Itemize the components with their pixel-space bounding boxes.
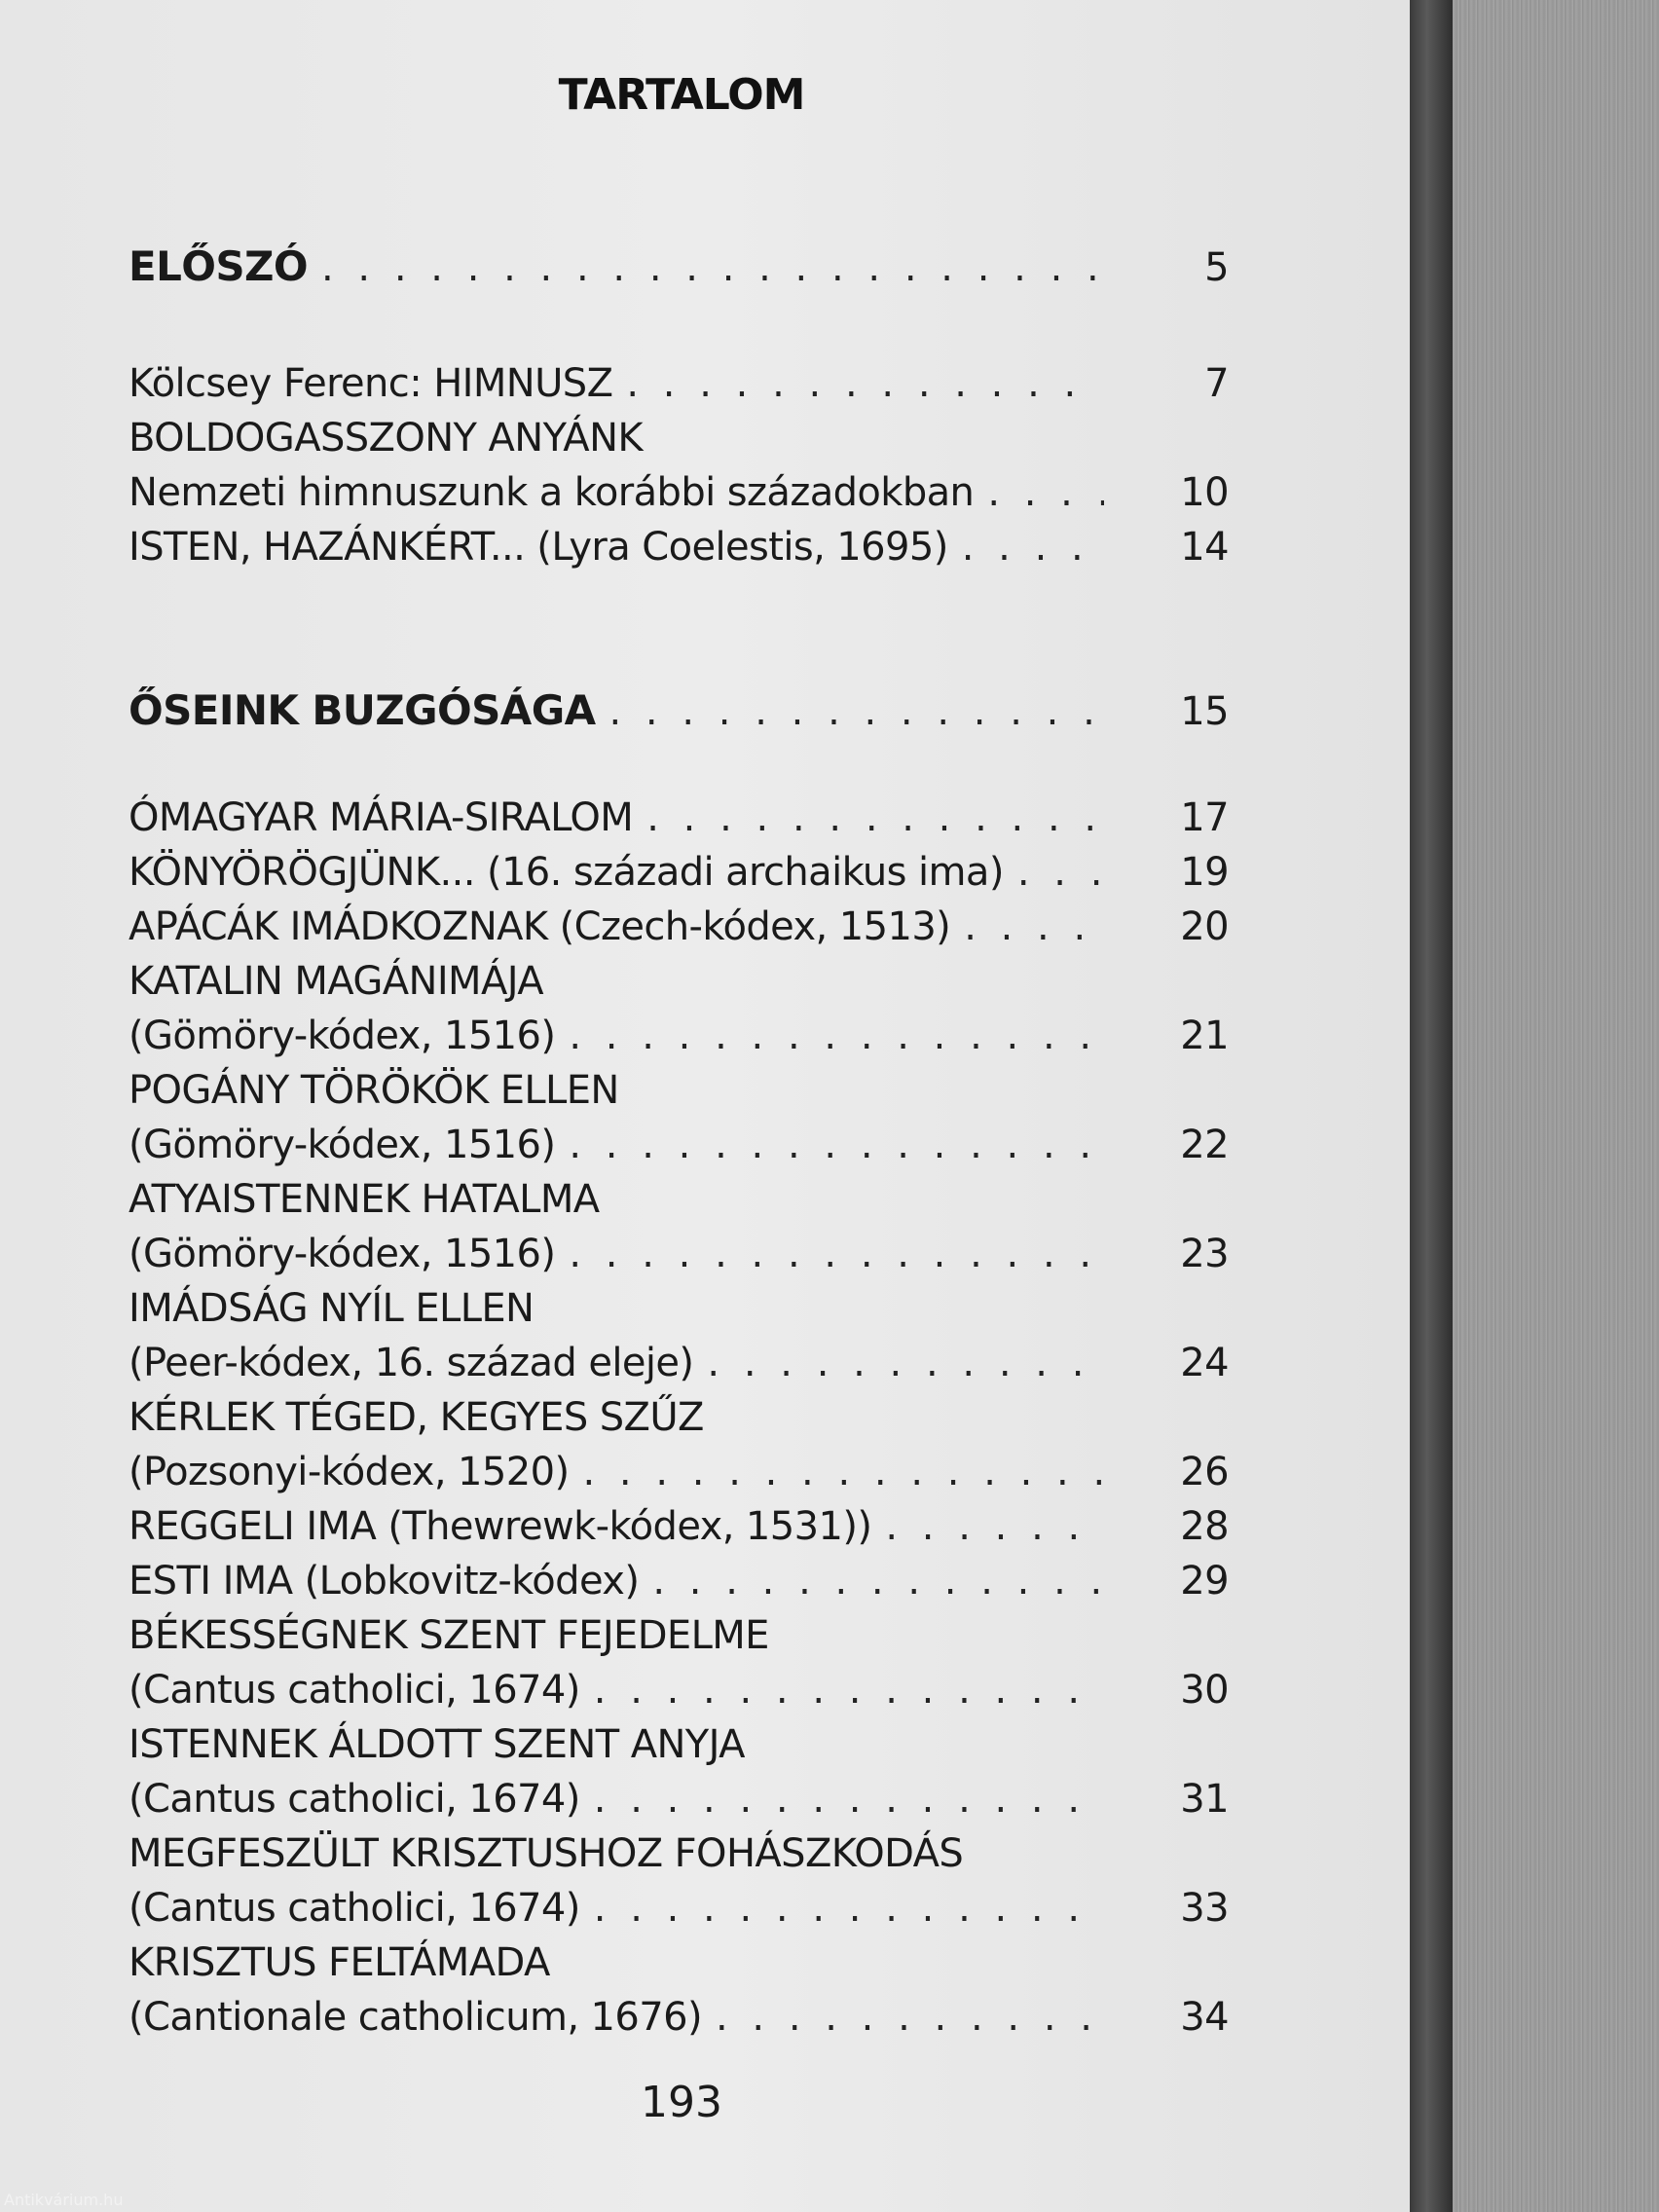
toc-entry-title: ESTI IMA (Lobkovitz-kódex) [129, 1559, 640, 1604]
toc-entry [129, 240, 1229, 294]
toc-entry [129, 1445, 1229, 1499]
toc-entry-title: (Pozsonyi-kódex, 1520) [129, 1450, 570, 1494]
toc-entry-title: KATALIN MAGÁNIMÁJA [129, 959, 543, 1004]
toc-entry [129, 465, 1229, 520]
toc-page-number: 10 [1180, 470, 1229, 515]
toc-entry-title: MEGFESZÜLT KRISZTUSHOZ FOHÁSZKODÁS [129, 1831, 964, 1876]
dot-leader [594, 1663, 1104, 1717]
toc-entry [129, 683, 1229, 738]
dot-leader [707, 1336, 1104, 1390]
toc-page-number: 17 [1180, 795, 1229, 840]
toc-entry-title: (Peer-kódex, 16. század eleje) [129, 1341, 694, 1385]
dot-leader [569, 1009, 1104, 1063]
toc-entry-title: ISTENNEK ÁLDOTT SZENT ANYJA [129, 1722, 745, 1767]
toc-entry [129, 900, 1229, 954]
toc-entry-title: KÉRLEK TÉGED, KEGYES SZŰZ [129, 1395, 704, 1440]
dot-leader [652, 1554, 1104, 1608]
toc-entry-title: APÁCÁK IMÁDKOZNAK (Czech-kódex, 1513) [129, 904, 951, 949]
toc-page-number: 14 [1180, 525, 1229, 570]
dot-leader [321, 240, 1104, 295]
page-title: TARTALOM [558, 70, 805, 120]
toc-entry-title: ELŐSZÓ [129, 242, 308, 290]
toc-page-number: 26 [1180, 1450, 1229, 1494]
toc-entry-title: (Cantus catholici, 1674) [129, 1886, 580, 1931]
toc-entry-title: ŐSEINK BUZGÓSÁGA [129, 686, 596, 734]
dot-leader [646, 791, 1104, 845]
dot-leader [582, 1445, 1104, 1499]
toc-entry [129, 791, 1229, 845]
toc-entry [129, 1499, 1229, 1554]
toc-entry-title: ATYAISTENNEK HATALMA [129, 1177, 600, 1222]
toc-entry-title: REGGELI IMA (Thewrewk-kódex, 1531)) [129, 1504, 872, 1549]
watermark: Antikvárium.hu [4, 2191, 124, 2209]
toc-entry [129, 1990, 1229, 2045]
toc-entry-title: IMÁDSÁG NYÍL ELLEN [129, 1286, 535, 1331]
dot-leader [964, 900, 1104, 954]
toc-entry [129, 1118, 1229, 1172]
toc-page-number: 5 [1204, 245, 1229, 290]
toc-entry [129, 1227, 1229, 1281]
toc-entry-title: (Cantus catholici, 1674) [129, 1777, 580, 1822]
toc-entry [129, 520, 1229, 574]
toc-entry-title: Nemzeti himnuszunk a korábbi századokban [129, 470, 975, 515]
dot-leader [962, 520, 1104, 574]
background-surface [1451, 0, 1659, 2212]
toc-page-number: 29 [1180, 1559, 1229, 1604]
toc-entry-title: KRISZTUS FELTÁMADA [129, 1940, 550, 1985]
toc-entry [129, 1336, 1229, 1390]
toc-entry-title: (Gömöry-kódex, 1516) [129, 1123, 556, 1167]
toc-entry-title: POGÁNY TÖRÖKÖK ELLEN [129, 1068, 619, 1113]
dot-leader [569, 1118, 1104, 1172]
toc-page-number: 30 [1180, 1668, 1229, 1713]
toc-entry-title: (Gömöry-kódex, 1516) [129, 1232, 556, 1276]
dot-leader [594, 1772, 1104, 1826]
dot-leader [569, 1227, 1104, 1281]
toc-entry-title: (Cantionale catholicum, 1676) [129, 1995, 702, 2040]
toc-entry-title: Kölcsey Ferenc: HIMNUSZ [129, 361, 613, 406]
dot-leader [594, 1881, 1104, 1936]
toc-entry [129, 356, 1229, 411]
dot-leader [716, 1990, 1104, 2045]
toc-page-number: 34 [1180, 1995, 1229, 2040]
toc-page-number: 28 [1180, 1504, 1229, 1549]
toc-entry-title: ISTEN, HAZÁNKÉRT... (Lyra Coelestis, 1695) [129, 525, 948, 570]
toc-entry [129, 1881, 1229, 1936]
toc-page-number: 22 [1180, 1123, 1229, 1167]
toc-page-number: 20 [1180, 904, 1229, 949]
toc-page-number: 15 [1180, 689, 1229, 734]
toc-entry-title: (Cantus catholici, 1674) [129, 1668, 580, 1713]
toc-page-number: 7 [1204, 361, 1229, 406]
toc-entry-title: KÖNYÖRÖGJÜNK... (16. századi archaikus ima) [129, 850, 1004, 895]
dot-leader [1017, 845, 1104, 900]
toc-entry [129, 1009, 1229, 1063]
dot-leader [987, 465, 1104, 520]
toc-entry [129, 1772, 1229, 1826]
toc-entry-title: BOLDOGASSZONY ANYÁNK [129, 416, 644, 461]
toc-page-number: 33 [1180, 1886, 1229, 1931]
toc-entry [129, 1663, 1229, 1717]
toc-entry [129, 1554, 1229, 1608]
toc-page-number: 21 [1180, 1014, 1229, 1058]
dot-leader [626, 356, 1104, 411]
dot-leader [885, 1499, 1104, 1554]
toc-entry-title: BÉKESSÉGNEK SZENT FEJEDELME [129, 1613, 769, 1658]
toc-page-number: 31 [1180, 1777, 1229, 1822]
toc-page-number: 23 [1180, 1232, 1229, 1276]
toc-entry-title: ÓMAGYAR MÁRIA-SIRALOM [129, 795, 634, 840]
toc-entry [129, 845, 1229, 900]
toc-page-number: 24 [1180, 1341, 1229, 1385]
page-number-footer: 193 [641, 2078, 722, 2127]
toc-page-number: 19 [1180, 850, 1229, 895]
book-spine-edge [1410, 0, 1453, 2212]
toc-entry-title: (Gömöry-kódex, 1516) [129, 1014, 556, 1058]
dot-leader [608, 684, 1104, 739]
